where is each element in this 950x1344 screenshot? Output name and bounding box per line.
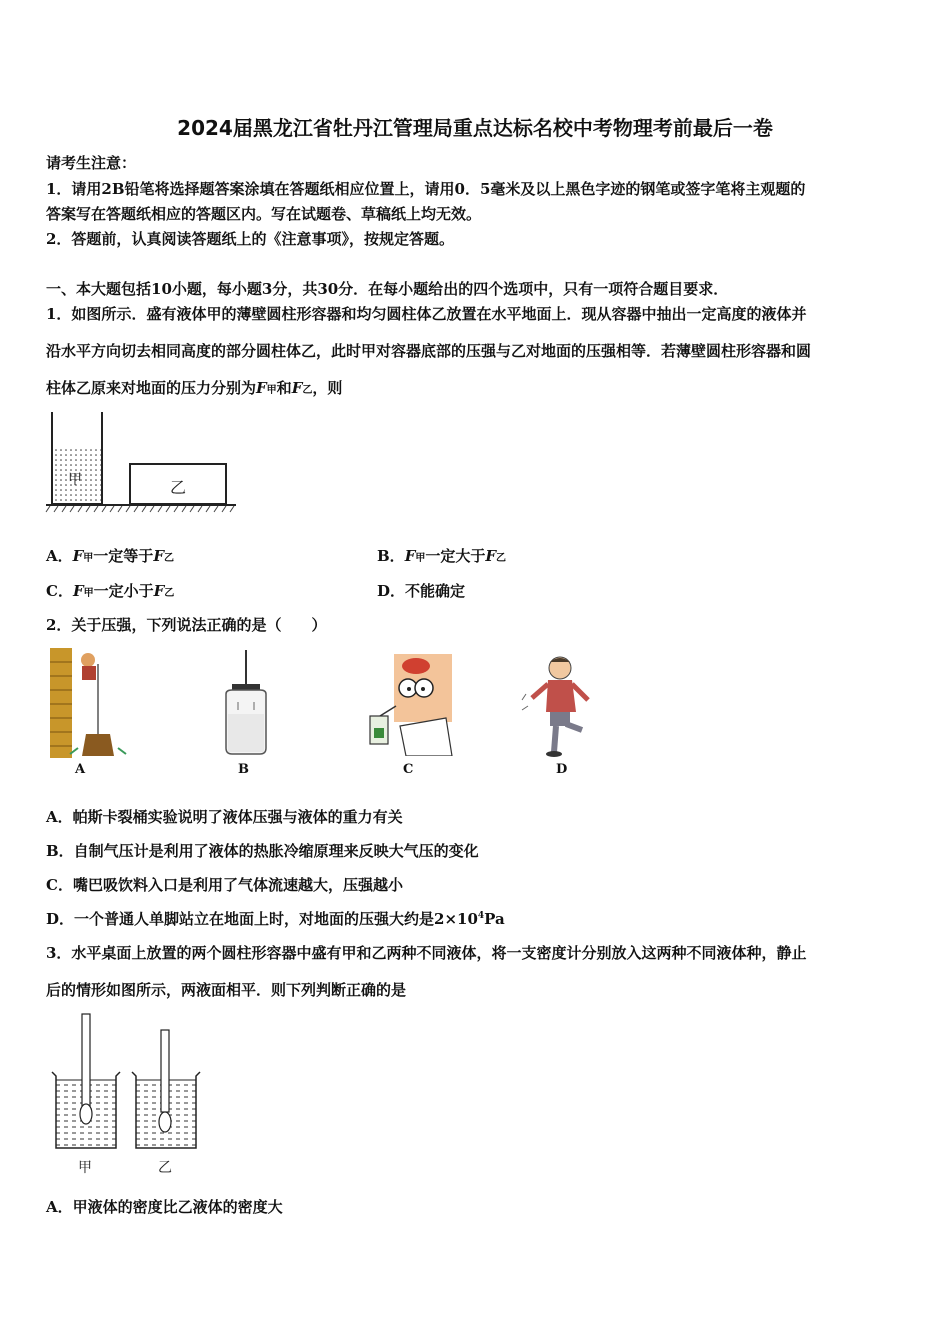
q2-caption-b: B [238, 762, 249, 777]
q1-stem-line1: 1．如图所示．盛有液体甲的薄壁圆柱形容器和均匀圆柱体乙放置在水平地面上．现从容器中抽出一定高度的液体并 [46, 305, 807, 323]
notice-heading: 请考生注意： [46, 154, 137, 172]
q3-fig-label-yi: 乙 [158, 1160, 172, 1176]
notice-item-2: 2．答题前，认真阅读答题纸上的《注意事项》，按规定答题。 [46, 230, 454, 248]
q2-option-a: A．帕斯卡裂桶实验说明了液体压强与液体的重力有关 [46, 808, 403, 826]
q1-option-c: C．F甲一定小于F乙 [46, 582, 175, 600]
q2-figure-d [520, 654, 600, 758]
q3-figure [48, 1010, 208, 1180]
q2-option-d: D．一个普通人单脚站立在地面上时，对地面的压强大约是$2\times 10^4Pa$ [46, 910, 505, 928]
q2-caption-c: C [403, 762, 414, 777]
q1-option-d: D．不能确定 [377, 582, 466, 600]
q1-stem-line2: 沿水平方向切去相同高度的部分圆柱体乙，此时甲对容器底部的压强与乙对地面的压强相等．若薄壁圆柱形容器和圆 [46, 342, 812, 360]
q2-caption-a: A [75, 762, 86, 777]
notice-item-1: 1．请用2B铅笔将选择题答案涂填在答题纸相应位置上，请用0．5毫米及以上黑色字迹的钢笔或签字笔将主观题的 [46, 180, 806, 198]
q3-stem-line1: 3．水平桌面上放置的两个圆柱形容器中盛有甲和乙两种不同液体，将一支密度计分别放入这两种不同液体种，静止 [46, 944, 807, 962]
q1-stem-line3: 柱体乙原来对地面的压力分别为F甲和F乙，则 [46, 379, 343, 397]
q2-figure-a [50, 648, 130, 760]
q1-option-a: A．F甲一定等于F乙 [46, 547, 174, 565]
notice-item-1-cont: 答案写在答题纸相应的答题区内。写在试题卷、草稿纸上均无效。 [46, 205, 482, 223]
q2-figure-c [366, 652, 458, 756]
section-heading: 一、本大题包括10小题，每小题3分，共30分．在每小题给出的四个选项中，只有一项符合题目要求． [46, 280, 729, 298]
q3-fig-label-jia: 甲 [78, 1160, 92, 1176]
q1-figure [44, 408, 244, 518]
q2-option-c: C．嘴巴吸饮料入口是利用了气体流速越大，压强越小 [46, 876, 403, 894]
q2-option-b: B．自制气压计是利用了液体的热胀冷缩原理来反映大气压的变化 [46, 842, 479, 860]
q1-option-b: B．F甲一定大于F乙 [377, 547, 507, 565]
q1-fig-label-yi: 乙 [170, 478, 187, 497]
q2-figure-b [218, 648, 274, 760]
q3-option-a: A．甲液体的密度比乙液体的密度大 [46, 1198, 283, 1216]
q2-caption-d: D [556, 762, 568, 777]
page-title: 2024届黑龙江省牡丹江管理局重点达标名校中考物理考前最后一卷 [177, 116, 773, 140]
q2-stem: 2．关于压强，下列说法正确的是（ ） [46, 616, 327, 634]
q1-fig-label-jia: 甲 [68, 472, 82, 488]
q3-stem-line2: 后的情形如图所示，两液面相平．则下列判断正确的是 [46, 981, 407, 999]
